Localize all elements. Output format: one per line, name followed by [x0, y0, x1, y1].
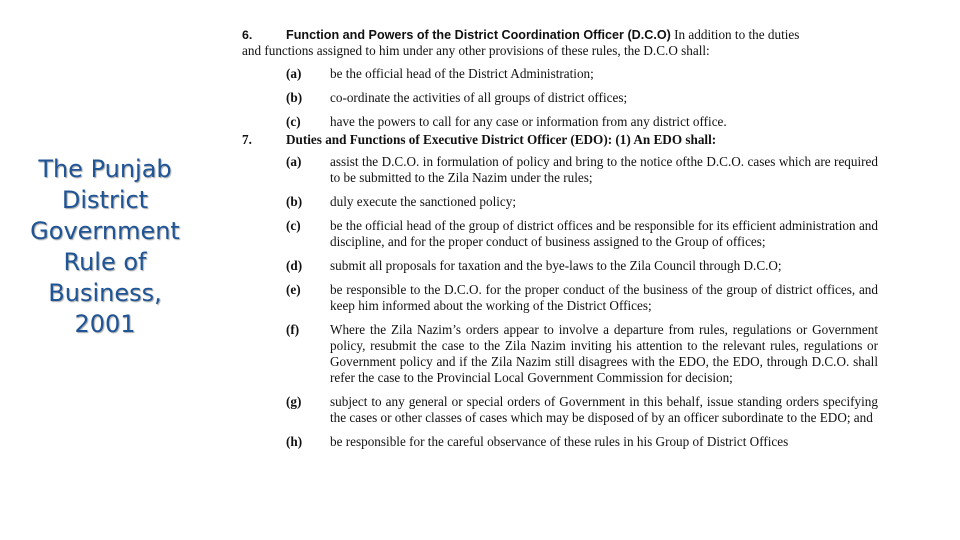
list-item — [242, 434, 878, 450]
list-item — [242, 394, 878, 426]
list-item — [242, 322, 878, 386]
item-text: duly execute the sanctioned policy; — [330, 194, 517, 209]
list-item — [242, 114, 878, 130]
item-text: submit all proposals for taxation and the bye-laws to the Zila Council through D.C.O; — [330, 258, 782, 273]
item-text: subject to any general or special orders of Government in this behalf, issue standing orders specifying the cases or other classes of cases which may be disposed of by an officer subordinate to the EDO; and — [330, 394, 878, 425]
title-line: Rule of — [63, 248, 147, 276]
item-label: (e) — [286, 282, 301, 297]
item-label: (c) — [286, 218, 301, 233]
section-number: 7. — [242, 132, 252, 147]
item-label: (c) — [286, 114, 301, 129]
item-label: (b) — [286, 194, 303, 209]
item-text: be responsible to the D.C.O. for the proper conduct of the business of the group of district offices, and keep him informed about the working of the District Offices; — [330, 282, 878, 313]
section-7-heading — [242, 132, 878, 148]
title-line: Government — [30, 217, 180, 245]
item-label: (f) — [286, 322, 300, 337]
item-label: (d) — [286, 258, 303, 273]
item-label: (h) — [286, 434, 303, 449]
title-line: District — [61, 186, 149, 214]
list-item — [242, 90, 878, 106]
item-text: be responsible for the careful observance of these rules in his Group of District Offices — [330, 434, 789, 449]
section-6-heading — [242, 27, 878, 43]
list-item — [242, 282, 878, 314]
item-label: (g) — [286, 394, 302, 409]
title-line: Business, — [48, 279, 162, 307]
section-6-continuation: and functions assigned to him under any other provisions of these rules, the D.C.O shall: — [242, 43, 710, 58]
list-item — [242, 66, 878, 82]
item-text: co-ordinate the activities of all groups of district offices; — [330, 90, 628, 105]
item-text: have the powers to call for any case or information from any district office. — [330, 114, 727, 129]
item-label: (b) — [286, 90, 303, 105]
list-item — [242, 218, 878, 250]
item-label: (a) — [286, 66, 302, 81]
document-excerpt — [230, 0, 930, 512]
section-title: Function and Powers of the District Coordination Officer (D.C.O) — [286, 28, 671, 42]
section-number: 6. — [242, 28, 253, 42]
slide-title — [12, 154, 198, 340]
item-text: be the official head of the District Administration; — [330, 66, 594, 81]
title-line: 2001 — [74, 310, 136, 338]
title-line: The Punjab — [38, 155, 172, 183]
item-text: be the official head of the group of district offices and be responsible for its efficient administration and discipline, and for the proper conduct of business assigned to the Group of offices; — [330, 218, 878, 249]
document-body — [242, 27, 878, 450]
section-heading-line — [286, 27, 799, 43]
list-item — [242, 258, 878, 274]
list-item — [242, 194, 878, 210]
item-text: Where the Zila Nazim’s orders appear to involve a departure from rules, regulations or Government policy, resubmit the case to the Zila Nazim inviting his attention to the relevant rules, regulations or Government policy and if the Zila Nazim still disagrees with the EDO, the EDO, through D.C.O. shall refer the case to the Provincial Local Government Commission for decision; — [330, 322, 878, 385]
section-intro: In addition to the duties — [674, 27, 800, 42]
section-title: Duties and Functions of Executive District Officer (EDO): (1) An EDO shall: — [286, 132, 717, 147]
list-item — [242, 154, 878, 186]
item-text: assist the D.C.O. in formulation of policy and bring to the notice ofthe D.C.O. cases which are required to be submitted to the Zila Nazim under the rules; — [330, 154, 878, 185]
item-label: (a) — [286, 154, 302, 169]
